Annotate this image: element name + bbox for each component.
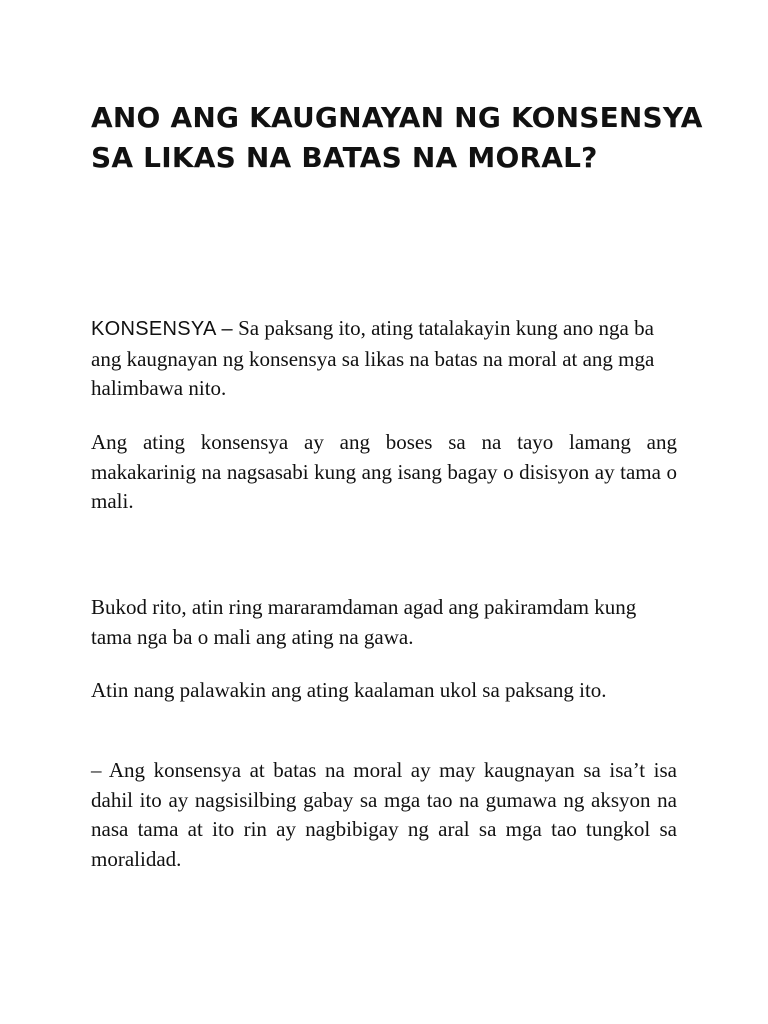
intro-term: KONSENSYA – — [91, 318, 233, 340]
intro-text: Sa paksang ito, ating tatalakayin kung ano nga ba ang kaugnayan ng konsensya sa likas na batas na moral at ang mga halimbawa nito. — [91, 316, 655, 400]
page-title: ANO ANG KAUGNAYAN NG KONSENSYA SA LIKAS NA BATAS NA MORAL? — [91, 101, 703, 174]
intro-paragraph — [91, 314, 677, 404]
paragraph-feeling: Bukod rito, atin ring mararamdaman agad ang pakiramdam kung tama nga ba o mali ang ating na gawa. — [91, 595, 637, 649]
paragraph-conscience-definition: Ang ating konsensya ay ang boses sa na tayo lamang ang makakarinig na nagsasabi kung ang isang bagay o disisyon ay tama o mali. — [91, 430, 677, 513]
paragraph-relation: – Ang konsensya at batas na moral ay may kaugnayan sa isa’t isa dahil ito ay nagsisilbing gabay sa mga tao na gumawa ng aksyon na nasa tama at ito rin ay nagbibigay ng aral sa mga tao tungkol sa moralidad. — [91, 758, 677, 871]
paragraph-expand-knowledge: Atin nang palawakin ang ating kaalaman ukol sa paksang ito. — [91, 678, 607, 702]
